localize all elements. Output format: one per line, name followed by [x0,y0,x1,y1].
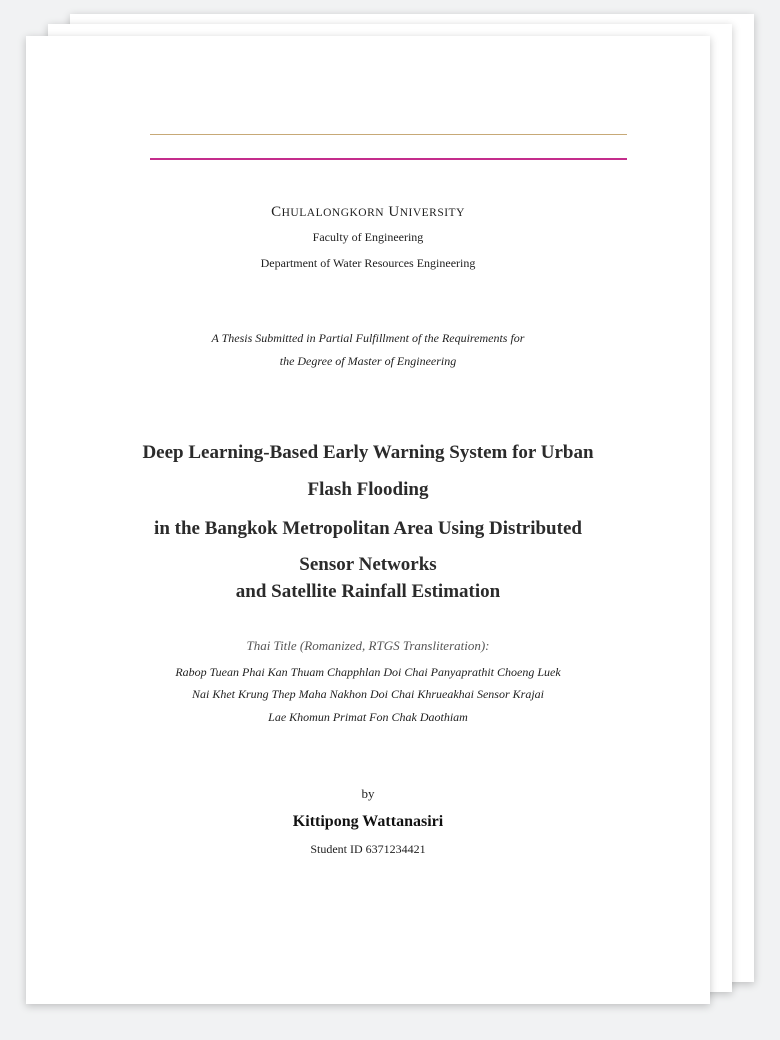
thai-title-label: Thai Title (Romanized, RTGS Transliteration): [246,638,490,653]
gold-divider-rule [150,134,627,135]
faculty-name: Faculty of Engineering [312,230,424,244]
thai-title-line-3: Lae Khomun Primat Fon Chak Daothiam [268,710,468,724]
thesis-title-line-1: Deep Learning-Based Early Warning System for Urban [142,442,594,463]
thai-title-line-2: Nai Khet Krung Thep Maha Nakhon Doi Chai Khrueakhai Sensor Krajai [191,687,544,701]
university-name-part-1: HULALONGKORN [281,207,385,219]
thesis-statement-line-1: A Thesis Submitted in Partial Fulfillment of the Requirements for [211,331,525,345]
university-name-part-2: NIVERSITY [399,207,465,219]
student-id: Student ID 6371234421 [310,842,426,856]
thesis-title-line-3: in the Bangkok Metropolitan Area Using Distributed [154,518,582,539]
university-name-initial-2: U [388,204,400,220]
university-name [26,204,710,221]
thesis-title-line-5: and Satellite Rainfall Estimation [235,581,501,602]
thesis-cover-page [26,36,710,1004]
department-name: Department of Water Resources Engineering [260,256,476,270]
thesis-title-line-4: Sensor Networks [299,554,437,575]
magenta-divider-rule [150,158,627,160]
thai-title-line-1: Rabop Tuean Phai Kan Thuam Chapphlan Doi Chai Panyaprathit Choeng Luek [175,665,561,679]
thesis-statement-line-2: the Degree of Master of Engineering [279,354,457,368]
by-label: by [361,786,375,801]
thesis-title-line-2: Flash Flooding [307,479,429,500]
author-name: Kittipong Wattanasiri [292,813,444,830]
university-name-initial-1: C [271,204,282,220]
